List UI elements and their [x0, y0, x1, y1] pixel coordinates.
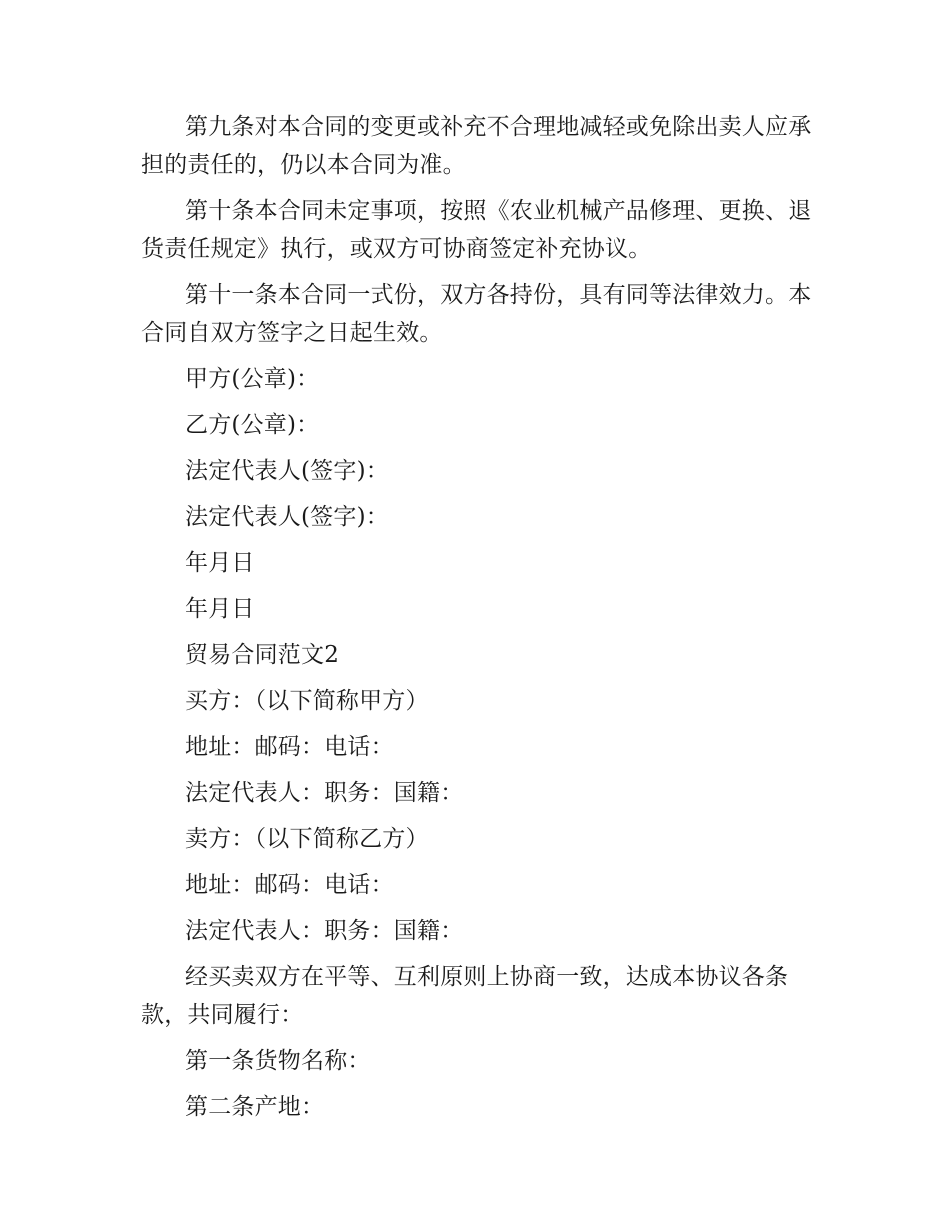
buyer-legal-rep-line: 法定代表人：职务：国籍： — [185, 780, 464, 806]
clause-eleven: 第十一条本合同一式份，双方各持份，具有同等法律效力。本合同自双方签字之日起生效。 — [141, 282, 812, 346]
legal-rep-signature-b: 法定代表人(签字)： — [185, 504, 389, 530]
agreement-preamble: 经买卖双方在平等、互利原则上协商一致，达成本协议各条款，共同履行： — [141, 964, 789, 1028]
party-b-seal: 乙方(公章)： — [185, 412, 320, 438]
section-title: 贸易合同范文2 — [185, 642, 340, 668]
date-line-a: 年月日 — [185, 550, 255, 576]
party-a-seal: 甲方(公章)： — [185, 366, 320, 392]
seller-address-line: 地址：邮码：电话： — [185, 872, 394, 898]
clause-one-goods-name: 第一条货物名称： — [185, 1048, 371, 1074]
seller-legal-rep-line: 法定代表人：职务：国籍： — [185, 918, 464, 944]
clause-nine: 第九条对本合同的变更或补充不合理地减轻或免除出卖人应承担的责任的，仍以本合同为准。 — [141, 114, 812, 178]
buyer-address-line: 地址：邮码：电话： — [185, 734, 394, 760]
seller-line: 卖方：（以下简称乙方） — [185, 826, 429, 852]
buyer-line: 买方：（以下简称甲方） — [185, 688, 429, 714]
legal-rep-signature-a: 法定代表人(签字)： — [185, 458, 389, 484]
date-line-b: 年月日 — [185, 596, 255, 622]
clause-ten: 第十条本合同未定事项，按照《农业机械产品修理、更换、退货责任规定》执行，或双方可协商签定补充协议。 — [141, 198, 812, 262]
document-body — [141, 108, 821, 1126]
clause-two-origin: 第二条产地： — [185, 1094, 325, 1120]
